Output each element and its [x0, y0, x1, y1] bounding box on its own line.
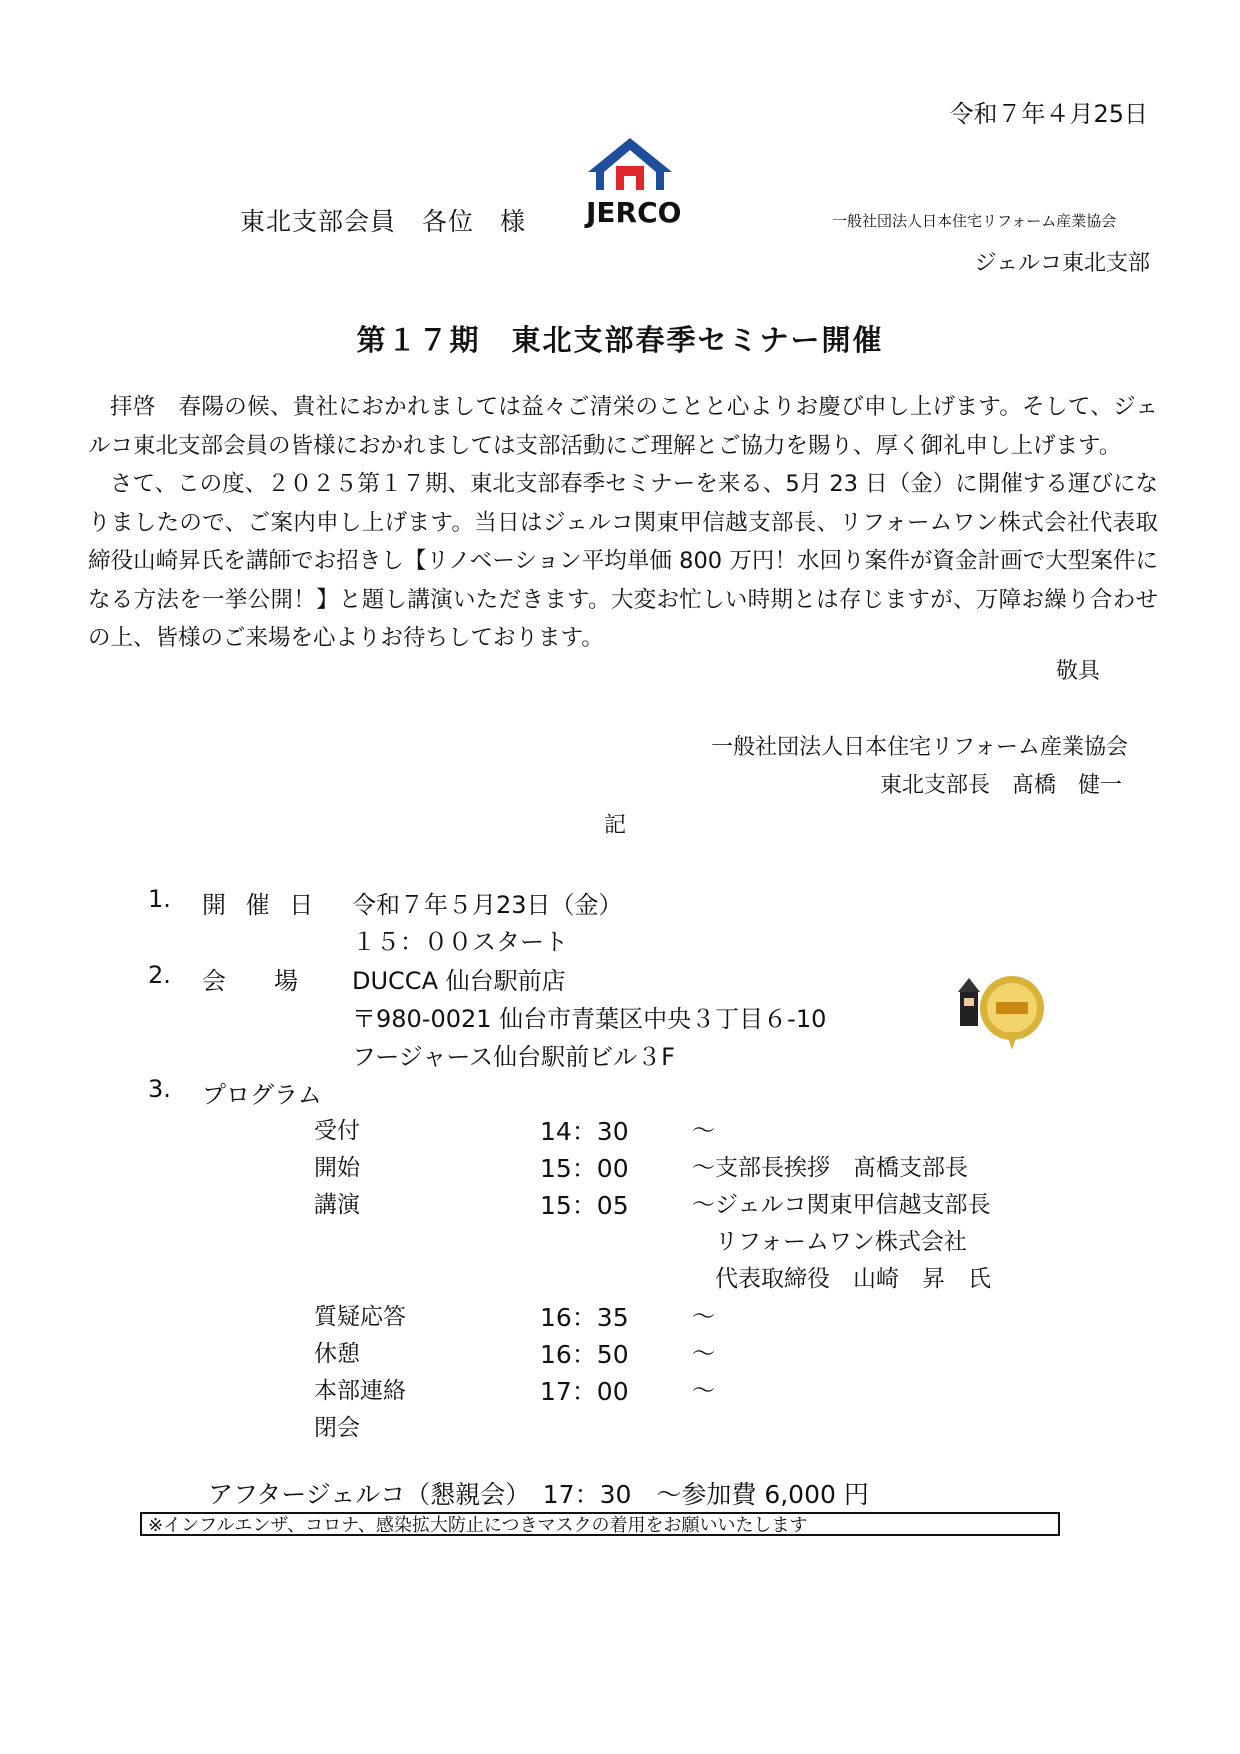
item1-label: 開 催 日	[202, 891, 320, 919]
program-desc: ～	[692, 1118, 715, 1144]
ki-heading: 記	[604, 813, 627, 838]
sender-branch: ジェルコ東北支部	[974, 251, 1150, 276]
program-label: 本部連絡	[314, 1378, 406, 1404]
document-date: 令和７年４月25日	[949, 100, 1148, 128]
item1-number: 1.	[148, 885, 171, 913]
program-desc: ～	[692, 1378, 715, 1404]
program-label: 閉会	[314, 1415, 360, 1441]
recipient-line: 東北支部会員 各位 様	[240, 207, 527, 236]
program-time: 15：00	[540, 1154, 629, 1183]
body-paragraph-1: 拝啓 春陽の候、貴社におかれましては益々ご清栄のことと心よりお慶び申し上げます。そして、ジェルコ東北支部会員の皆様におかれましては支部活動にご理解とご協力を賜り、厚く御礼申し上げます。	[88, 394, 1158, 459]
certification-badge-icon	[950, 970, 1052, 1052]
program-time: 14：30	[540, 1117, 629, 1146]
program-label: 質疑応答	[314, 1304, 406, 1330]
body-text	[88, 388, 1158, 658]
item2-value-address: 〒980-0021 仙台市青葉区中央３丁目６-10	[352, 1005, 827, 1033]
program-time: 17：00	[540, 1377, 629, 1406]
sender-organization: 一般社団法人日本住宅リフォーム産業協会	[832, 212, 1117, 230]
program-label: 開始	[314, 1155, 360, 1181]
logo-text: JERCO	[586, 196, 682, 229]
body-paragraph-2: さて、この度、２０２５第１７期、東北支部春季セミナーを来る、5月 23 日（金）に開催する運びになりましたので、ご案内申し上げます。当日はジェルコ関東甲信越支部長、リフォームワン株式会社代表取締役山崎昇氏を講師でお招きし【リノベーション平均単価 800 万円！水回り案件が資金計画で大型案件になる方法を一挙公開！】と題し講演いただきます。大変お忙しい時期とは存じますが、万障お繰り合わせの上、皆様のご来場を心よりお待ちしております。	[88, 471, 1158, 651]
page-title: 第１７期 東北支部春季セミナー開催	[356, 323, 884, 357]
program-label: 休憩	[314, 1341, 360, 1367]
program-label: 講演	[314, 1192, 360, 1218]
item2-number: 2.	[148, 961, 171, 989]
item3-number: 3.	[148, 1075, 171, 1103]
after-party-line: アフタージェルコ（懇親会） 17：30 ～参加費 6,000 円	[208, 1480, 869, 1509]
item2-label: 会 場	[202, 967, 298, 995]
program-time: 16：50	[540, 1340, 629, 1369]
mask-notice: ※インフルエンザ、コロナ、感染拡大防止につきマスクの着用をお願いいたします	[140, 1512, 1060, 1536]
item3-label: プログラム	[202, 1081, 322, 1109]
program-desc: ～	[692, 1304, 715, 1330]
item2-value-venue: DUCCA 仙台駅前店	[352, 967, 566, 995]
program-desc: ～支部長挨拶 髙橋支部長	[692, 1155, 968, 1181]
program-label: 受付	[314, 1118, 360, 1144]
item1-value-date: 令和７年５月23日（金）	[352, 891, 623, 919]
signature-name: 東北支部長 髙橋 健一	[879, 773, 1122, 798]
program-desc: ～	[692, 1341, 715, 1367]
program-time: 16：35	[540, 1303, 629, 1332]
program-desc: リフォームワン株式会社	[692, 1229, 967, 1255]
item2-value-building: フージャース仙台駅前ビル３F	[352, 1043, 675, 1071]
program-time: 15：05	[540, 1191, 629, 1220]
item1-value-start: １５：００スタート	[352, 928, 568, 956]
program-desc: ～ジェルコ関東甲信越支部長	[692, 1192, 991, 1218]
program-desc: 代表取締役 山崎 昇 氏	[692, 1266, 991, 1292]
closing-keigu: 敬具	[1056, 659, 1101, 684]
signature-organization: 一般社団法人日本住宅リフォーム産業協会	[711, 735, 1128, 760]
